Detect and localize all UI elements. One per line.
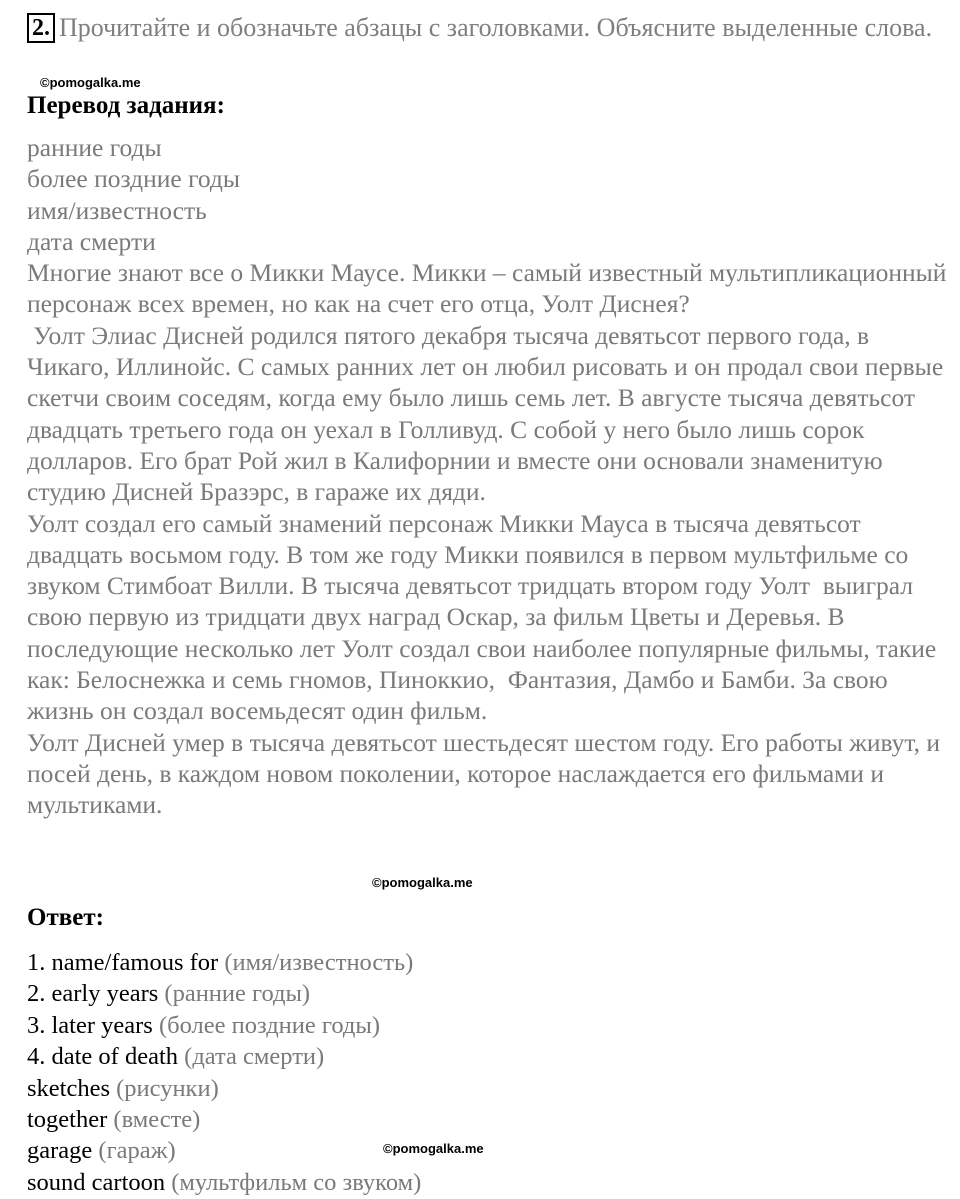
answer-item (27, 978, 927, 1009)
paragraph-early-years: Уолт Элиас Дисней родился пятого декабря тысяча девятьсот первого года, в Чикаго, Иллинойс. С самых ранних лет он любил рисовать и он продал свои первые скетчи своим соседям, когда ему было лишь семь лет. В августе тысяча девятьсот двадцать третьего года он уехал в Голливуд. С собой у него было лишь сорок долларов. Его брат Рой жил в Калифорнии и вместе они основали знаменитую студию Дисней Бразэрс, в гараже их дяди. (27, 320, 950, 507)
paragraph-death-text: Уолт Дисней умер в тысяча девятьсот шестьдесят шестом году. Его работы живут, и посей день, в каждом новом поколении, которое наслаждается его фильмами и мультиками. (27, 727, 941, 820)
answer-english: together (27, 1106, 108, 1134)
answer-english: sketches (27, 1074, 110, 1102)
answer-russian: (имя/известность) (224, 949, 414, 976)
answer-item (27, 947, 927, 978)
task-text: Прочитайте и обозначьте абзацы с заголовками. Объясните выделенные слова. (59, 13, 933, 42)
paragraph-intro: Многие знают все о Микки Маусе. Микки – самый известный мультипликационный персонаж всех времен, но как на счет его отца, Уолт Диснея? (27, 258, 947, 319)
watermark-top: ©pomogalka.me (40, 75, 141, 90)
answer-heading: Ответ: (27, 904, 104, 931)
translation-line: дата смерти (27, 226, 156, 256)
answer-russian: (вместе) (113, 1106, 201, 1134)
answer-english: sound cartoon (27, 1168, 166, 1196)
translation-line: имя/известность (27, 195, 207, 225)
answer-english: 2. early years (27, 980, 159, 1008)
answer-russian: (гараж) (98, 1137, 176, 1165)
paragraph-later-years: Уолт создал его самый знамений персонаж Микки Мауса в тысяча девятьсот двадцать восьмом году. В том же году Микки появился в первом мультфильме со звуком Стимбоат Вилли. В тысяча девятьсот тридцать втором году Уолт выиграл свою первую из тридцати двух наград Оскар, за фильм Цветы и Деревья. В последующие несколько лет Уолт создал свои наиболее популярные фильмы, такие как: Белоснежка и семь гномов, Пиноккио, Фантазия, Дамбо и Бамби. За свою жизнь он создал восемьдесят один фильм. (27, 508, 943, 726)
answer-russian: (рисунки) (116, 1074, 219, 1102)
answer-english: 1. name/famous for (27, 949, 219, 976)
answer-russian: (более поздние годы) (158, 1011, 380, 1039)
answer-item (27, 1010, 927, 1041)
translation-block (27, 132, 950, 821)
answer-english: garage (27, 1137, 93, 1165)
answer-russian: (мультфильм со звуком) (171, 1168, 422, 1196)
watermark-bottom: ©pomogalka.me (383, 1141, 484, 1156)
translation-line: ранние годы (27, 133, 162, 162)
task-number-box: 2. (27, 13, 55, 43)
translation-heading: Перевод задания: (27, 92, 225, 119)
watermark-middle: ©pomogalka.me (372, 875, 473, 890)
answer-item (27, 1167, 927, 1198)
task-instruction (27, 12, 947, 44)
answer-item (27, 1104, 927, 1135)
answer-list (27, 947, 927, 1198)
answer-item (27, 1073, 927, 1104)
translation-line: более поздние годы (27, 164, 241, 194)
answer-russian: (ранние годы) (164, 980, 311, 1008)
paragraph-death (27, 727, 947, 821)
answer-english: 4. date of death (27, 1043, 179, 1071)
answer-english: 3. later years (27, 1011, 153, 1039)
answer-item (27, 1041, 927, 1072)
answer-russian: (дата смерти) (184, 1043, 325, 1071)
